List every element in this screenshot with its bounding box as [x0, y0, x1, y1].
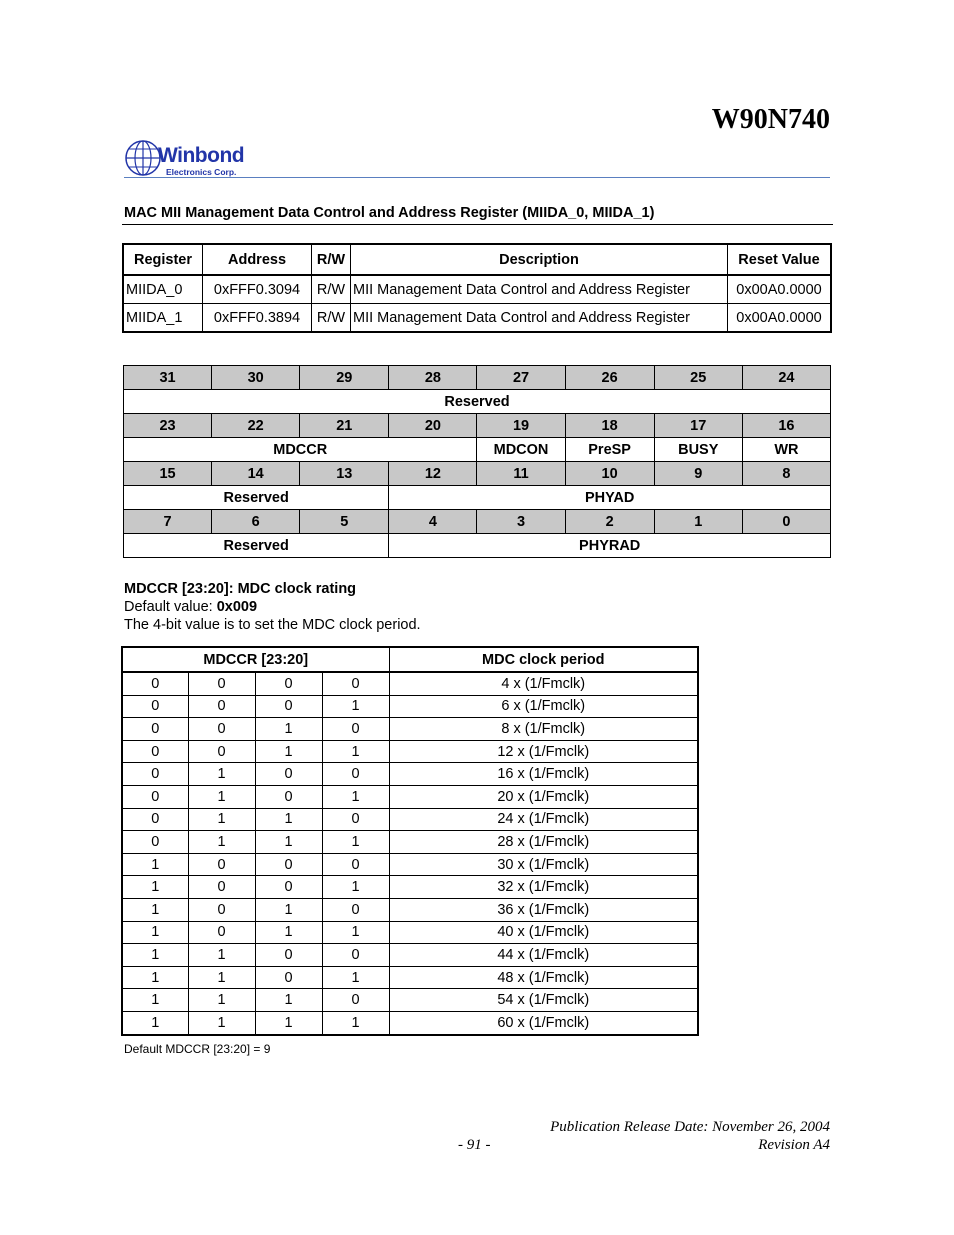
register-cell: MIIDA_0 [123, 275, 203, 304]
bit-value-cell: 1 [122, 989, 188, 1012]
description-cell: MII Management Data Control and Address Register [351, 275, 728, 304]
mdccr-default [124, 599, 257, 615]
clock-period-cell: 48 x (1/Fmclk) [389, 966, 698, 989]
register-table-header [123, 244, 831, 275]
bit-value-cell: 0 [255, 695, 322, 718]
clock-period-cell: 40 x (1/Fmclk) [389, 921, 698, 944]
bit-number: 4 [389, 510, 477, 534]
bit-value-cell: 0 [322, 672, 389, 695]
bit-value-cell: 0 [122, 740, 188, 763]
bit-number: 10 [565, 462, 654, 486]
field-reserved: Reserved [124, 390, 831, 414]
bit-value-cell: 1 [322, 1011, 389, 1034]
section-title: MAC MII Management Data Control and Address Register (MIIDA_0, MIIDA_1) [124, 205, 655, 221]
bit-value-cell: 0 [322, 989, 389, 1012]
bit-value-cell: 1 [188, 1011, 255, 1034]
bit-number: 13 [300, 462, 389, 486]
bit-field-table [123, 365, 831, 558]
table-row [122, 718, 698, 741]
bit-value-cell: 1 [255, 718, 322, 741]
page-number: - 91 - [458, 1137, 491, 1153]
bit-number: 18 [565, 414, 654, 438]
bit-number: 28 [389, 366, 477, 390]
bit-number: 1 [654, 510, 742, 534]
table-row [123, 304, 831, 333]
bit-value-cell: 0 [188, 718, 255, 741]
logo-wordmark: Winbond [158, 144, 245, 167]
bit-value-cell: 1 [188, 808, 255, 831]
bit-field-row [124, 534, 831, 558]
header-cell: MDC clock period [389, 647, 698, 672]
bit-value-cell: 0 [188, 921, 255, 944]
bit-value-cell: 0 [122, 808, 188, 831]
bit-field-row [124, 390, 831, 414]
bit-value-cell: 1 [255, 921, 322, 944]
bit-number: 9 [654, 462, 742, 486]
header-rule [124, 177, 830, 178]
bit-number: 27 [477, 366, 565, 390]
bit-value-cell: 0 [322, 944, 389, 967]
revision: Revision A4 [758, 1137, 830, 1153]
clock-period-cell: 12 x (1/Fmclk) [389, 740, 698, 763]
table-row [122, 966, 698, 989]
bit-value-cell: 1 [188, 831, 255, 854]
title-rule [122, 224, 833, 225]
rw-cell: R/W [312, 304, 351, 333]
bit-value-cell: 1 [255, 898, 322, 921]
bit-number: 2 [565, 510, 654, 534]
bit-number: 31 [124, 366, 212, 390]
bit-value-cell: 0 [322, 853, 389, 876]
clock-table-header [122, 647, 698, 672]
table-row [122, 876, 698, 899]
bit-value-cell: 1 [322, 966, 389, 989]
table-row [122, 853, 698, 876]
footnote: Default MDCCR [23:20] = 9 [124, 1042, 271, 1056]
address-cell: 0xFFF0.3894 [203, 304, 312, 333]
bit-value-cell: 1 [322, 695, 389, 718]
bit-number-row [124, 462, 831, 486]
bit-number: 14 [212, 462, 300, 486]
bit-number: 23 [124, 414, 212, 438]
clock-period-cell: 16 x (1/Fmclk) [389, 763, 698, 786]
bit-value-cell: 1 [322, 740, 389, 763]
bit-value-cell: 1 [122, 853, 188, 876]
bit-value-cell: 1 [255, 808, 322, 831]
mdccr-heading: MDCCR [23:20]: MDC clock rating [124, 581, 357, 597]
clock-period-cell: 24 x (1/Fmclk) [389, 808, 698, 831]
logo-subtitle: Electronics Corp. [166, 167, 237, 177]
table-row [122, 672, 698, 695]
bit-number: 19 [477, 414, 565, 438]
rw-cell: R/W [312, 275, 351, 304]
bit-value-cell: 1 [255, 831, 322, 854]
field-reserved: Reserved [124, 534, 389, 558]
table-row [123, 275, 831, 304]
bit-value-cell: 1 [188, 785, 255, 808]
bit-value-cell: 0 [188, 876, 255, 899]
bit-value-cell: 0 [255, 672, 322, 695]
bit-value-cell: 0 [322, 808, 389, 831]
bit-value-cell: 0 [122, 785, 188, 808]
clock-period-cell: 6 x (1/Fmclk) [389, 695, 698, 718]
bit-number: 29 [300, 366, 389, 390]
bit-value-cell: 1 [122, 966, 188, 989]
bit-number: 26 [565, 366, 654, 390]
bit-number: 22 [212, 414, 300, 438]
reset-value-cell: 0x00A0.0000 [728, 275, 832, 304]
table-row [122, 1011, 698, 1034]
clock-period-cell: 44 x (1/Fmclk) [389, 944, 698, 967]
bit-number: 25 [654, 366, 742, 390]
bit-value-cell: 1 [322, 831, 389, 854]
bit-number: 12 [389, 462, 477, 486]
field-phyrad: PHYRAD [389, 534, 831, 558]
clock-period-cell: 28 x (1/Fmclk) [389, 831, 698, 854]
field-mdccr: MDCCR [124, 438, 477, 462]
bit-value-cell: 0 [322, 763, 389, 786]
bit-number: 0 [742, 510, 830, 534]
bit-value-cell: 1 [188, 763, 255, 786]
bit-number: 16 [742, 414, 830, 438]
bit-value-cell: 1 [255, 989, 322, 1012]
address-cell: 0xFFF0.3094 [203, 275, 312, 304]
table-row [122, 921, 698, 944]
table-row [122, 944, 698, 967]
bit-number: 11 [477, 462, 565, 486]
bit-number: 6 [212, 510, 300, 534]
bit-value-cell: 0 [122, 718, 188, 741]
bit-value-cell: 1 [122, 1011, 188, 1034]
bit-value-cell: 1 [188, 966, 255, 989]
header-cell: MDCCR [23:20] [122, 647, 389, 672]
table-row [122, 785, 698, 808]
bit-number: 7 [124, 510, 212, 534]
document-title: W90N740 [711, 104, 830, 135]
header-cell: Reset Value [728, 244, 832, 275]
bit-value-cell: 0 [122, 672, 188, 695]
bit-number: 21 [300, 414, 389, 438]
table-row [122, 740, 698, 763]
header-cell: Address [203, 244, 312, 275]
bit-number-row [124, 414, 831, 438]
clock-period-cell: 54 x (1/Fmclk) [389, 989, 698, 1012]
register-table [122, 243, 832, 333]
field-wr: WR [742, 438, 830, 462]
bit-value-cell: 0 [255, 785, 322, 808]
default-value: 0x009 [216, 599, 258, 615]
clock-period-cell: 60 x (1/Fmclk) [389, 1011, 698, 1034]
bit-number: 8 [742, 462, 830, 486]
bit-value-cell: 0 [322, 718, 389, 741]
bit-value-cell: 1 [322, 921, 389, 944]
table-row [122, 989, 698, 1012]
header-cell: Description [351, 244, 728, 275]
mdccr-description: The 4-bit value is to set the MDC clock period. [124, 617, 421, 633]
table-row [122, 695, 698, 718]
bit-number-row [124, 510, 831, 534]
bit-value-cell: 0 [122, 831, 188, 854]
bit-number: 5 [300, 510, 389, 534]
bit-value-cell: 0 [122, 695, 188, 718]
field-presp: PreSP [565, 438, 654, 462]
bit-value-cell: 0 [188, 695, 255, 718]
bit-value-cell: 1 [122, 898, 188, 921]
field-reserved: Reserved [124, 486, 389, 510]
bit-value-cell: 0 [255, 763, 322, 786]
bit-value-cell: 0 [188, 853, 255, 876]
bit-number: 3 [477, 510, 565, 534]
clock-period-cell: 30 x (1/Fmclk) [389, 853, 698, 876]
bit-value-cell: 0 [255, 944, 322, 967]
clock-period-cell: 36 x (1/Fmclk) [389, 898, 698, 921]
bit-value-cell: 1 [322, 785, 389, 808]
bit-number-row [124, 366, 831, 390]
bit-value-cell: 1 [188, 989, 255, 1012]
bit-value-cell: 0 [188, 672, 255, 695]
bit-value-cell: 0 [188, 740, 255, 763]
table-row [122, 808, 698, 831]
bit-value-cell: 0 [122, 763, 188, 786]
bit-number: 17 [654, 414, 742, 438]
register-cell: MIIDA_1 [123, 304, 203, 333]
field-mdcon: MDCON [477, 438, 565, 462]
description-cell: MII Management Data Control and Address Register [351, 304, 728, 333]
clock-period-cell: 32 x (1/Fmclk) [389, 876, 698, 899]
bit-value-cell: 1 [255, 1011, 322, 1034]
field-busy: BUSY [654, 438, 742, 462]
bit-number: 20 [389, 414, 477, 438]
bit-value-cell: 0 [255, 966, 322, 989]
header-cell: Register [123, 244, 203, 275]
clock-period-cell: 4 x (1/Fmclk) [389, 672, 698, 695]
table-row [122, 898, 698, 921]
bit-value-cell: 1 [322, 876, 389, 899]
bit-field-row [124, 486, 831, 510]
bit-value-cell: 0 [255, 876, 322, 899]
winbond-logo [124, 138, 254, 180]
bit-field-row [124, 438, 831, 462]
bit-value-cell: 1 [122, 921, 188, 944]
bit-number: 15 [124, 462, 212, 486]
bit-number: 24 [742, 366, 830, 390]
clock-period-table [121, 646, 699, 1036]
bit-value-cell: 1 [122, 876, 188, 899]
bit-value-cell: 1 [188, 944, 255, 967]
publication-date: Publication Release Date: November 26, 2004 [550, 1119, 830, 1135]
bit-value-cell: 1 [122, 944, 188, 967]
field-phyad: PHYAD [389, 486, 831, 510]
default-label: Default value: [124, 599, 217, 615]
header-cell: R/W [312, 244, 351, 275]
clock-period-cell: 8 x (1/Fmclk) [389, 718, 698, 741]
bit-number: 30 [212, 366, 300, 390]
table-row [122, 831, 698, 854]
table-row [122, 763, 698, 786]
bit-value-cell: 0 [322, 898, 389, 921]
bit-value-cell: 1 [255, 740, 322, 763]
clock-period-cell: 20 x (1/Fmclk) [389, 785, 698, 808]
bit-value-cell: 0 [188, 898, 255, 921]
reset-value-cell: 0x00A0.0000 [728, 304, 832, 333]
bit-value-cell: 0 [255, 853, 322, 876]
